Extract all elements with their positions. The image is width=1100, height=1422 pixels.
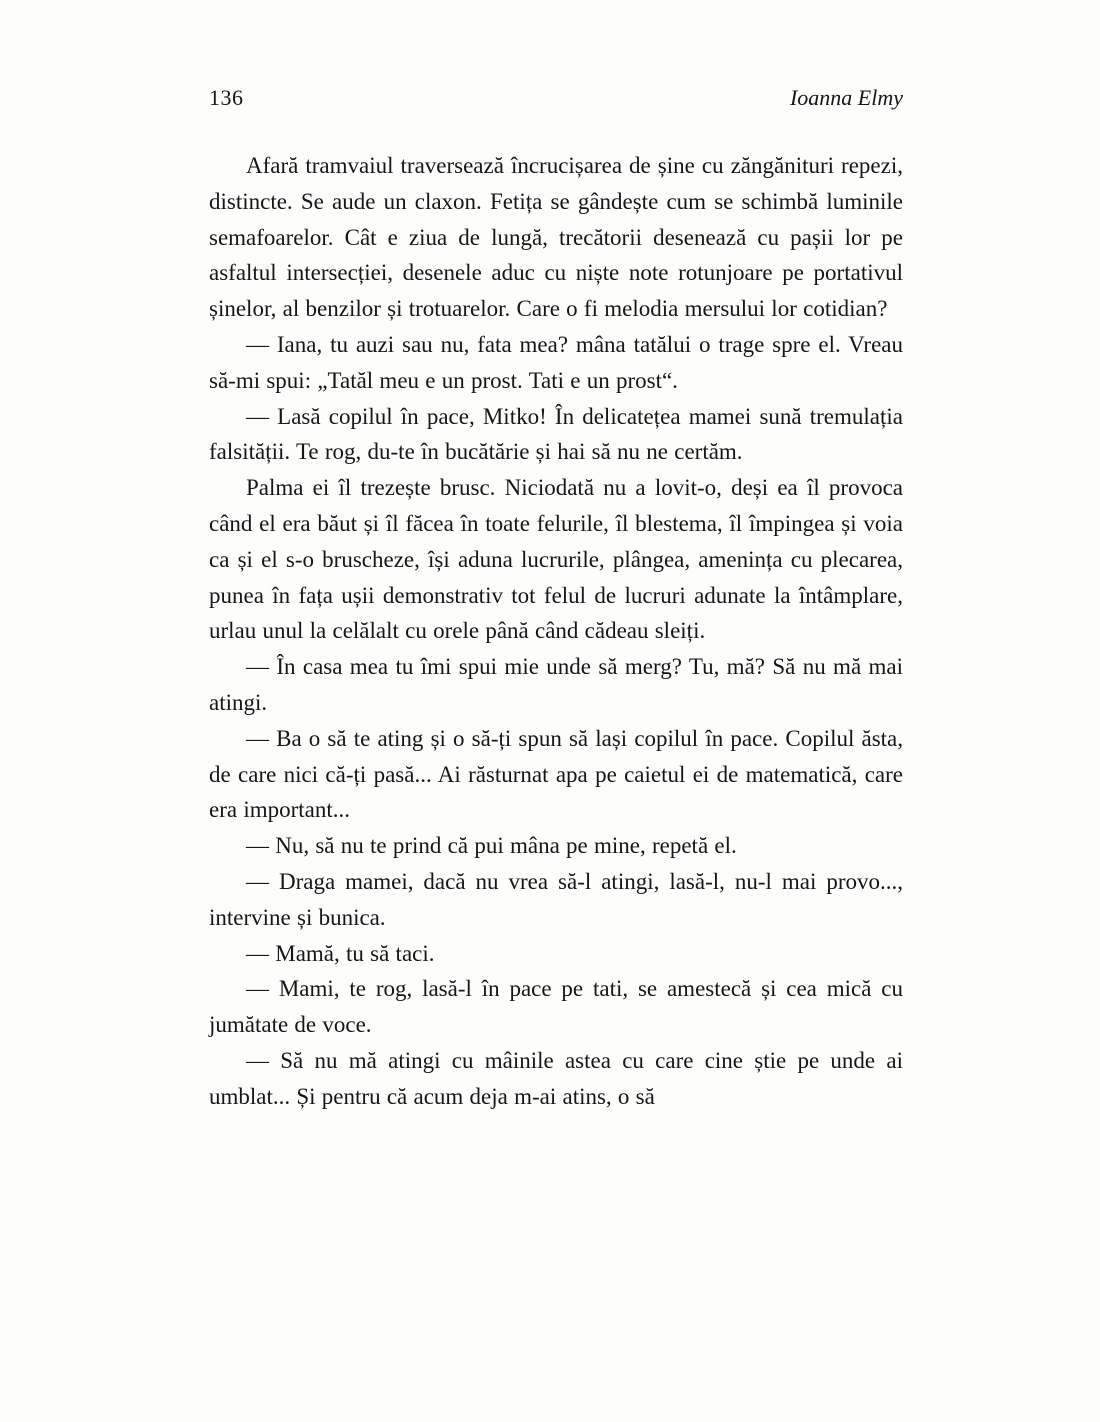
- page-header: [209, 84, 903, 112]
- paragraph: — Lasă copilul în pace, Mitko! În delicatețea mamei sună tremulația falsității. Te rog, du-te în bucătărie și hai să nu ne certăm.: [209, 403, 903, 465]
- paragraph: — Mami, te rog, lasă-l în pace pe tati, se amestecă și cea mică cu jumătate de voce.: [209, 976, 903, 1038]
- paragraph: — Draga mamei, dacă nu vrea să-l atingi, lasă-l, nu-l mai provo..., intervine și bunica.: [209, 868, 903, 930]
- page-number: 136: [209, 85, 244, 110]
- paragraph: — În casa mea tu îmi spui mie unde să merg? Tu, mă? Să nu mă mai atingi.: [209, 654, 903, 715]
- page-body: [209, 148, 903, 1115]
- paragraph: — Mamă, tu să taci.: [246, 940, 435, 966]
- paragraph: — Nu, să nu te prind că pui mâna pe mine, repetă el.: [246, 833, 737, 859]
- paragraph: Afară tramvaiul traversează încrucișarea de șine cu zăngănituri repezi, distincte. Se aude un claxon. Fetița se gândește cum se schimbă luminile semafoarelor. Cât e ziua de lungă, trecătorii desenează cu pașii lor pe asfaltul intersecției, desenele aduc cu niște note rotunjoare pe portativul șinelor, al benzilor și trotuarelor. Care o fi melodia mersului lor cotidian?: [209, 153, 903, 322]
- paragraph: Palma ei îl trezește brusc. Niciodată nu a lovit-o, deși ea îl provoca când el era băut și îl făcea în toate felurile, îl blestema, îl împingea și voia ca și el s-o bruscheze, își aduna lucrurile, plângea, amenința cu plecarea, punea în fața ușii demonstrativ tot felul de lucruri adunate la întâmplare, urlau unul la celălalt cu orele până când cădeau sleiți.: [209, 475, 903, 644]
- text-block: [209, 84, 903, 1115]
- running-head-author: Ioanna Elmy: [789, 85, 903, 110]
- paragraph: — Iana, tu auzi sau nu, fata mea? mâna tatălui o trage spre el. Vreau să-mi spui: „Tatăl meu e un prost. Tati e un prost“.: [209, 331, 903, 393]
- paragraph: — Să nu mă atingi cu mâinile astea cu care cine știe pe unde ai umblat... Și pentru că acum deja m-ai atins, o să: [209, 1047, 903, 1109]
- paragraph: — Ba o să te ating și o să-ți spun să lași copilul în pace. Copilul ăsta, de care nici că-ți pasă... Ai răsturnat apa pe caietul ei de matematică, care era important...: [209, 725, 903, 823]
